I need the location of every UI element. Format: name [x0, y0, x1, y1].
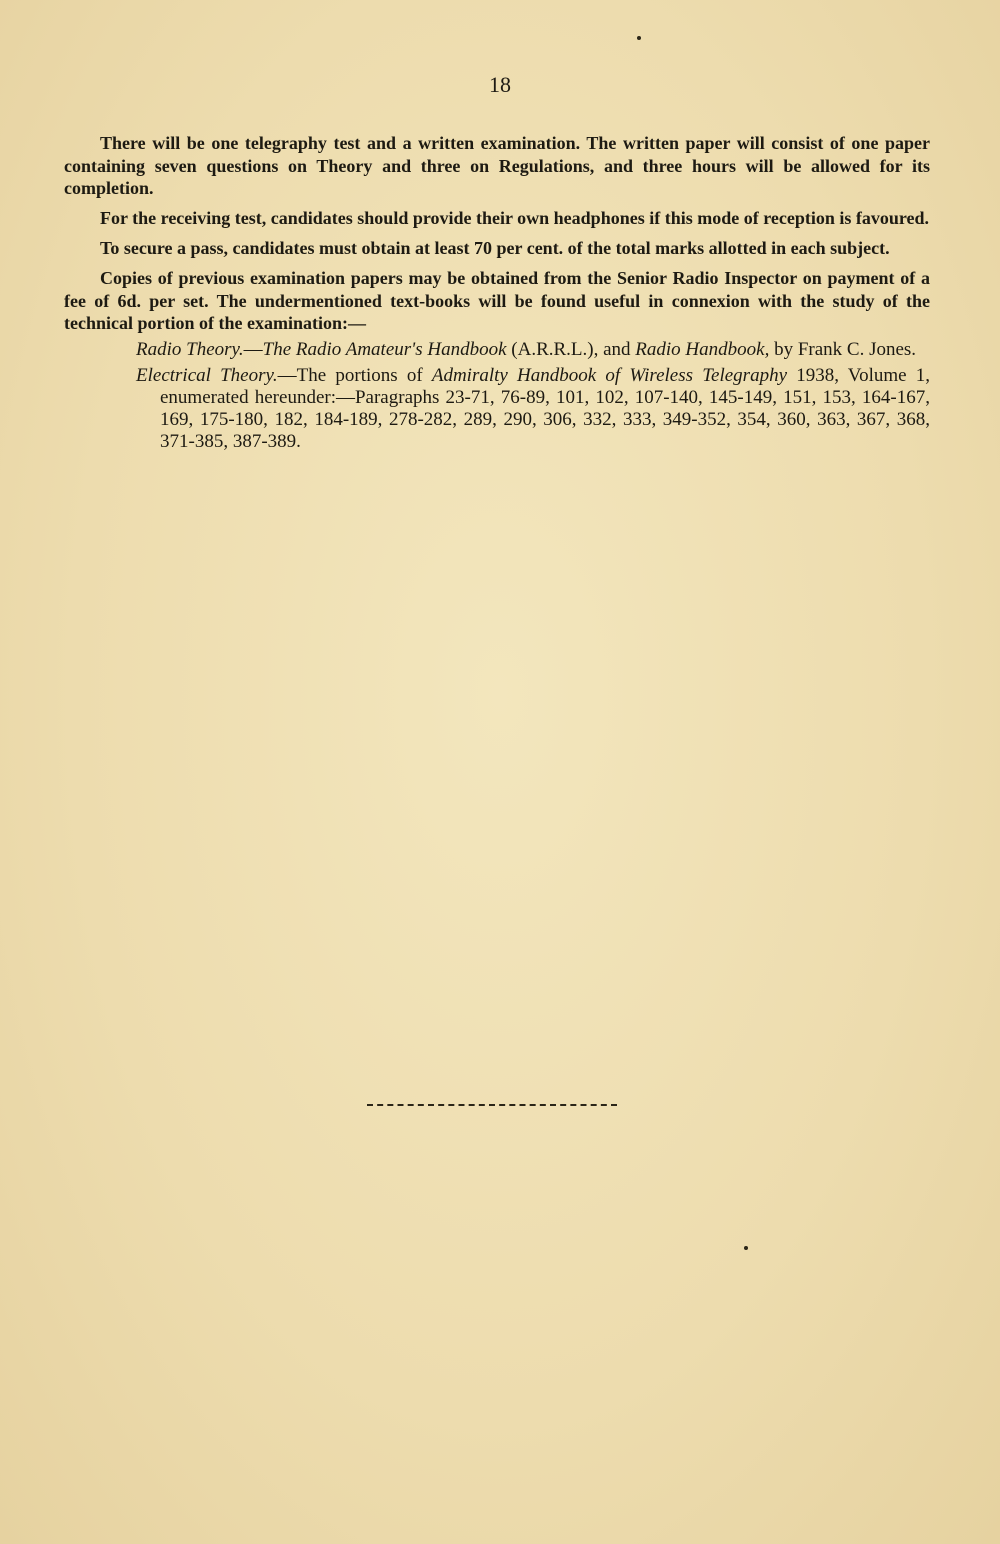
radio-theory-title2: Radio Handbook,	[635, 338, 770, 360]
ink-speck	[637, 36, 641, 40]
radio-theory-mid: (A.R.R.L.), and	[506, 338, 636, 360]
reference-radio-theory	[64, 339, 930, 361]
page-number: 18	[489, 72, 511, 97]
section-divider	[367, 1104, 617, 1106]
reference-electrical-theory	[64, 365, 930, 453]
ink-speck	[744, 1246, 748, 1250]
paragraph-receiving-test: For the receiving test, candidates should provide their own headphones if this mode of reception is favoured.	[100, 208, 930, 228]
body-text	[64, 132, 930, 457]
electrical-theory-label: Electrical Theory.	[136, 364, 278, 386]
electrical-theory-title: Admiralty Handbook of Wireless Telegraphy	[431, 364, 788, 386]
radio-theory-label: Radio Theory.	[136, 338, 244, 360]
radio-theory-title1: The Radio Amateur's Handbook	[262, 338, 507, 360]
electrical-theory-intro: —The portions of	[277, 364, 432, 386]
paragraph-exam-format: There will be one telegraphy test and a written examination. The written paper will consist of one paper containing seven questions on Theory and three on Regulations, and three hours will be allowed for its completion.	[64, 133, 930, 198]
paragraph-pass-requirement: To secure a pass, candidates must obtain at least 70 per cent. of the total marks allotted in each subject.	[100, 238, 890, 258]
radio-theory-dash: —	[243, 338, 263, 360]
electrical-theory-tail: 1938, Volume 1, enumerated hereunder:—Paragraphs 23-71, 76-89, 101, 102, 107-140, 145-149, 151, 153, 164-167, 169, 175-180, 182, 184-189, 278-282, 289, 290, 306, 332, 333, 349-352, 354, 360, 363, 367, 368, 371-385, 387-389.	[160, 364, 930, 452]
radio-theory-tail: by Frank C. Jones.	[769, 338, 917, 360]
paragraph-exam-papers: Copies of previous examination papers may be obtained from the Senior Radio Inspector on payment of a fee of 6d. per set. The undermentioned text-books will be found useful in connexion with the study of the technical portion of the examination:—	[64, 268, 930, 333]
